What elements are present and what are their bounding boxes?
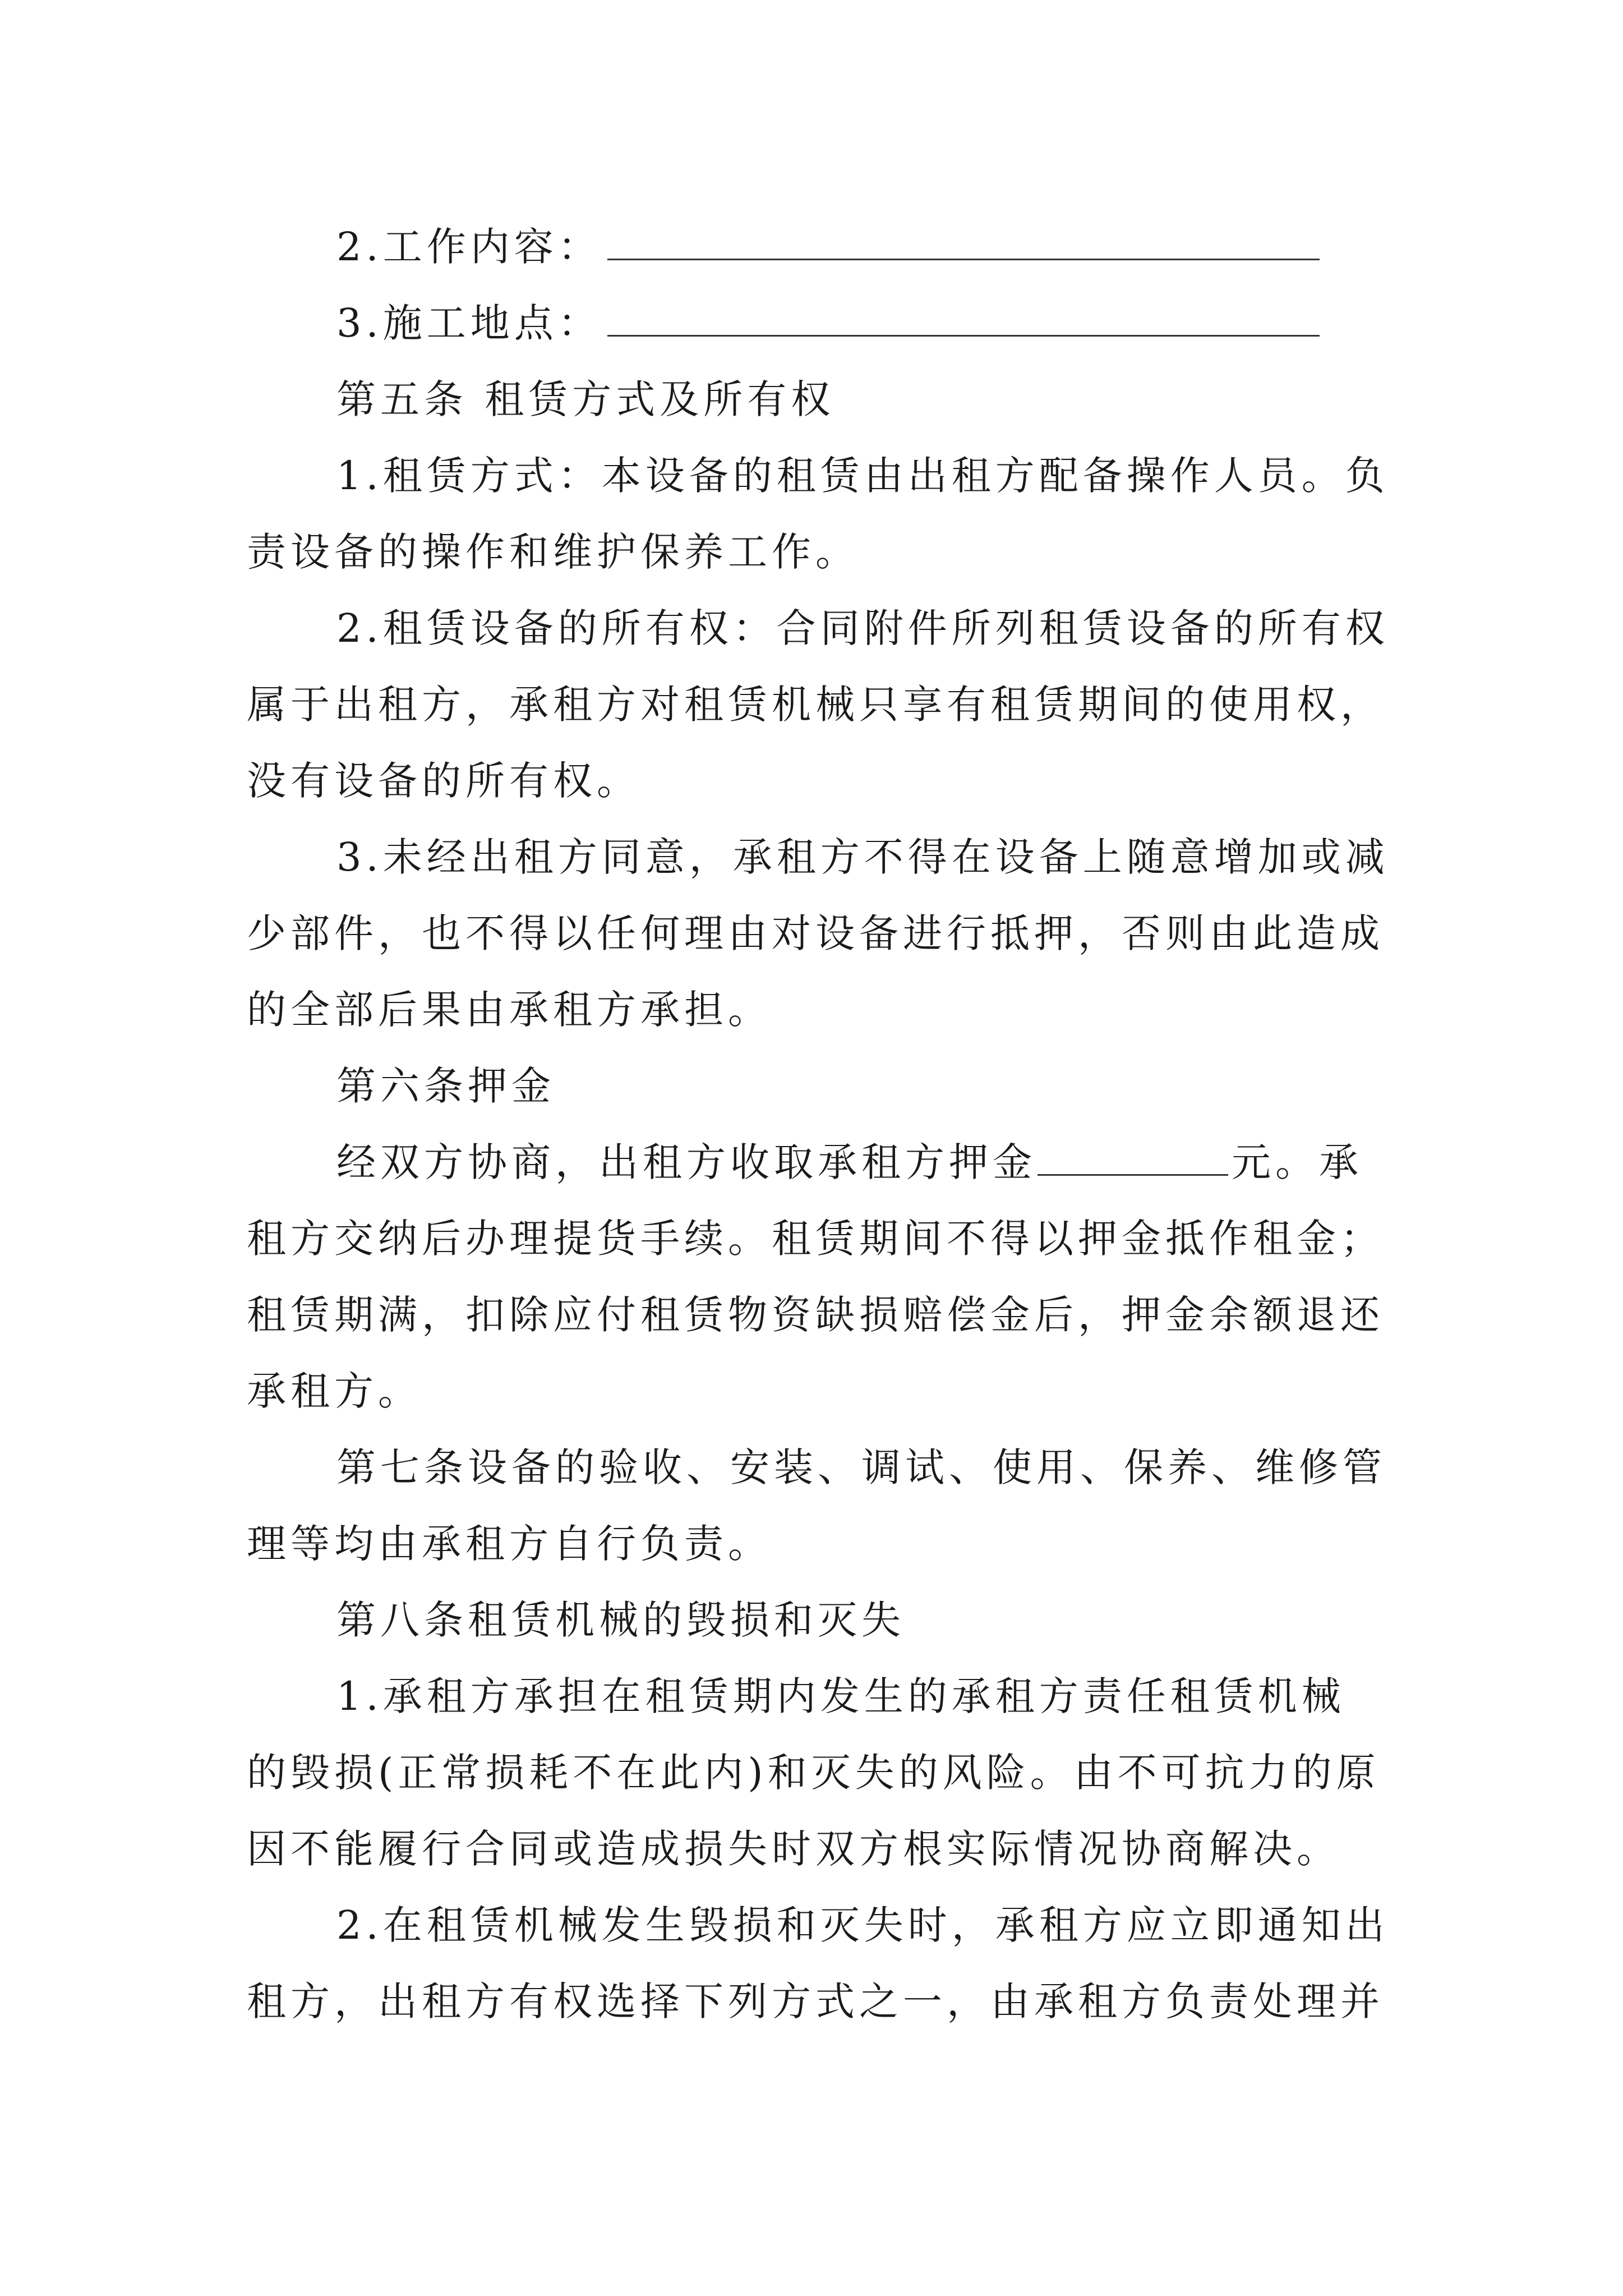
- field-work-location: [336, 285, 1486, 361]
- deposit-amount-blank[interactable]: [1038, 1174, 1228, 1176]
- paragraph-line: 责设备的操作和维护保养工作。: [247, 529, 859, 575]
- paragraph-line: 租方，出租方有权选择下列方式之一，由承租方负责处理并: [247, 1978, 1384, 2024]
- field-label: 2.工作内容：: [336, 224, 602, 270]
- paragraph-line: 3.未经出租方同意，承租方不得在设备上随意增加或减: [336, 834, 1389, 880]
- paragraph-line: 少部件，也不得以任何理由对设备进行抵押，否则由此造成: [247, 910, 1384, 956]
- paragraph-text: 元。承: [1232, 1139, 1363, 1185]
- paragraph-line: 属于出租方，承租方对租赁机械只享有租赁期间的使用权，: [247, 682, 1384, 728]
- section-heading: 第七条设备的验收、安装、调试、使用、保养、维修管: [336, 1444, 1386, 1490]
- paragraph-line: 理等均由承租方自行负责。: [247, 1521, 772, 1567]
- paragraph-line: 的毁损(正常损耗不在此内)和灭失的风险。由不可抗力的原: [247, 1750, 1380, 1796]
- field-work-content: [336, 209, 1486, 285]
- section-heading: 第六条押金: [336, 1063, 555, 1109]
- paragraph-line: 1.承租方承担在租赁期内发生的承租方责任租赁机械: [336, 1673, 1345, 1719]
- paragraph-line: 的全部后果由承租方承担。: [247, 987, 772, 1033]
- paragraph-line: 承租方。: [247, 1368, 422, 1414]
- paragraph-line: 租方交纳后办理提货手续。租赁期间不得以押金抵作租金；: [247, 1216, 1384, 1262]
- paragraph-line: 2.租赁设备的所有权：合同附件所列租赁设备的所有权: [336, 605, 1389, 651]
- fill-in-blank[interactable]: [607, 334, 1320, 337]
- paragraph-line: 没有设备的所有权。: [247, 758, 640, 804]
- paragraph-line: 2.在租赁机械发生毁损和灭失时，承租方应立即通知出: [336, 1902, 1389, 1948]
- deposit-line: [336, 1124, 1486, 1200]
- paragraph-line: 1.租赁方式：本设备的租赁由出租方配备操作人员。负: [336, 453, 1389, 499]
- paragraph-line: 租赁期满，扣除应付租赁物资缺损赔偿金后，押金余额退还: [247, 1292, 1384, 1338]
- paragraph-line: 因不能履行合同或造成损失时双方根实际情况协商解决。: [247, 1826, 1340, 1872]
- field-label: 3.施工地点：: [336, 300, 602, 346]
- section-heading: 第五条 租赁方式及所有权: [336, 376, 835, 422]
- section-heading: 第八条租赁机械的毁损和灭失: [336, 1597, 905, 1643]
- fill-in-blank[interactable]: [607, 258, 1320, 260]
- paragraph-text: 经双方协商，出租方收取承租方押金: [336, 1139, 1036, 1185]
